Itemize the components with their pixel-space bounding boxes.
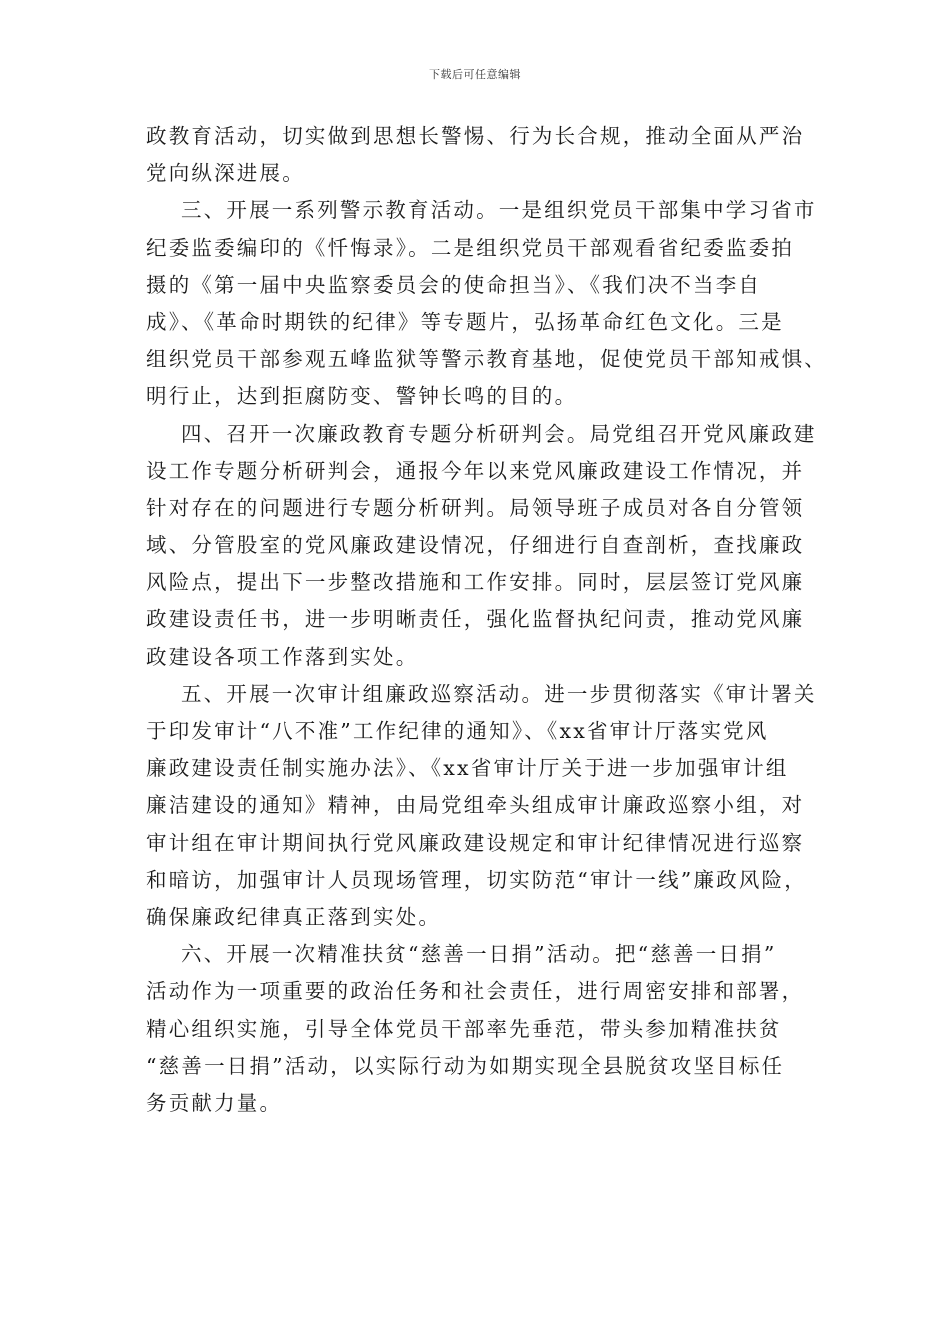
text-line: “慈善一日捐”活动，以实际行动为如期实现全县脱贫攻坚目标任 (146, 1053, 785, 1078)
text-line: 活动作为一项重要的政治任务和社会责任，进行周密安排和部署， (146, 979, 805, 1004)
text-line: 五、开展一次审计组廉政巡察活动。进一步贯彻落实《审计署关 (181, 681, 817, 706)
text-line: 四、召开一次廉政教育专题分析研判会。局党组召开党风廉政建 (181, 421, 817, 446)
text-line: 廉政建设责任制实施办法》、《xx省审计厅关于进一步加强审计组 (146, 756, 789, 781)
text-line: 于印发审计“八不准”工作纪律的通知》、《xx省审计厅落实党风 (146, 719, 769, 743)
text-line: 精心组织实施，引导全体党员干部率先垂范，带头参加精准扶贫 (146, 1016, 782, 1041)
text-line: 政建设责任书，进一步明晰责任，强化监督执纪问责，推动党风廉 (146, 607, 805, 632)
text-line: 政教育活动，切实做到思想长警惕、行为长合规，推动全面从严治 (146, 124, 805, 148)
text-line: 域、分管股室的党风廉政建设情况，仔细进行自查剖析，查找廉政 (146, 533, 805, 558)
text-line: 摄的《第一届中央监察委员会的使命担当》、《我们决不当李自 (146, 272, 762, 297)
text-line: 针对存在的问题进行专题分析研判。局领导班子成员对各自分管领 (146, 495, 805, 520)
text-line: 风险点，提出下一步整改措施和工作安排。同时，层层签订党风廉 (146, 570, 805, 595)
text-line: 务贡献力量。 (146, 1090, 283, 1115)
text-line: 设工作专题分析研判会，通报今年以来党风廉政建设工作情况，并 (146, 458, 805, 483)
text-line: 成》、《革命时期铁的纪律》等专题片，弘扬革命红色文化。三是 (146, 309, 784, 334)
text-line: 明行止，达到拒腐防变、警钟长鸣的目的。 (146, 384, 578, 409)
text-line: 确保廉政纪律真正落到实处。 (146, 904, 442, 929)
text-line: 审计组在审计期间执行党风廉政建设规定和审计纪律情况进行巡察 (146, 830, 805, 855)
text-line: 组织党员干部参观五峰监狱等警示教育基地，促使党员干部知戒惧、 (146, 347, 827, 372)
text-line: 廉洁建设的通知》精神，由局党组牵头组成审计廉政巡察小组，对 (146, 793, 805, 818)
text-line: 党向纵深进展。 (146, 161, 305, 186)
header-note: 下载后可任意编辑 (429, 68, 521, 81)
text-line: 三、开展一系列警示教育活动。一是组织党员干部集中学习省市 (181, 198, 817, 223)
text-line: 纪委监委编印的《忏悔录》。二是组织党员干部观看省纪委监委拍 (146, 235, 795, 260)
text-line: 和暗访，加强审计人员现场管理，切实防范“审计一线”廉政风险， (146, 867, 807, 892)
document-body (146, 118, 836, 1122)
text-line: 政建设各项工作落到实处。 (146, 644, 419, 669)
text-line: 六、开展一次精准扶贫“慈善一日捐”活动。把“慈善一日捐” (181, 942, 777, 967)
